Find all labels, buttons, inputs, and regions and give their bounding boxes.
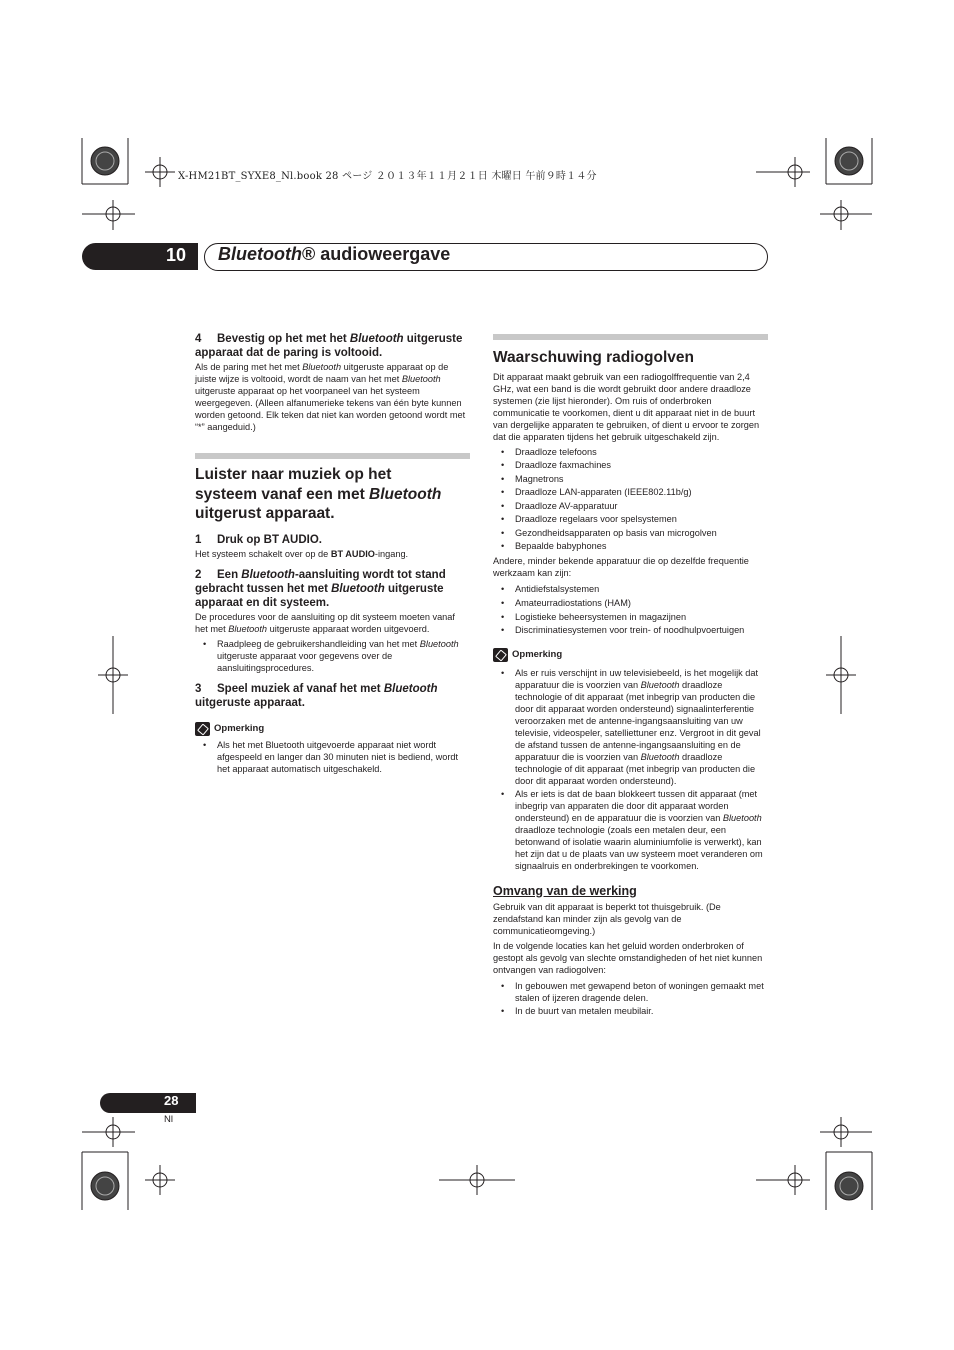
list-item: • Raadpleeg de gebruikershandleiding van het met Bluetooth uitgeruste apparaat voor gegevens over de aansluitingsprocedures.	[195, 638, 470, 674]
list-item: • Discriminatiesystemen voor trein- of noodhulpvoertuigen	[493, 624, 768, 636]
list-item: • Logistieke beheersystemen in magazijnen	[493, 610, 768, 624]
list-item: • Draadloze faxmachines	[493, 459, 768, 473]
list-item: • Gezondheidsapparaten op basis van microgolven	[493, 527, 768, 541]
list-item: • Draadloze AV-apparatuur	[493, 500, 768, 514]
other-device-list	[493, 582, 768, 636]
page-number: 28	[164, 1093, 179, 1108]
step-1-body: Het systeem schakelt over op de BT AUDIO-ingang.	[195, 548, 409, 559]
location-list	[493, 980, 768, 1017]
chapter-number: 10	[166, 245, 187, 265]
range-text-2: In de volgende locaties kan het geluid worden onderbroken of gestopt als gevolg van slechte omstandigheden of het niet kunnen ontvangen van radiogolven:	[493, 940, 763, 975]
list-item: • Magnetrons	[493, 473, 768, 487]
page-number-tab	[100, 1093, 196, 1113]
list-item: • Bepaalde babyphones	[493, 540, 768, 554]
step-4: 4 Bevestig op het met het Bluetooth uitgeruste apparaat dat de paring is voltooid.	[195, 333, 463, 359]
note-pencil-icon	[493, 648, 508, 662]
step-2-body: De procedures voor de aansluiting op dit systeem moeten vanaf het met Bluetooth uitgeruste apparaat worden uitgevoerd.	[195, 611, 455, 634]
file-header: X-HM21BT_SYXE8_Nl.book 28 ページ ２０１３年１１月２１日 木曜日 午前９時１４分	[178, 171, 597, 182]
section-heading: Luister naar muziek op het systeem vanaf een met Bluetooth uitgerust apparaat.	[195, 466, 442, 522]
list-item: • Draadloze telefoons	[493, 446, 768, 460]
section-divider	[493, 334, 768, 340]
list-item: • Als er ruis verschijnt in uw televisiebeeld, is het mogelijk dat apparatuur die is voorzien van Bluetooth draadloze technologie of dit apparaat (met inbegrip van producten die door dit apparaat worden ondersteund) signaalinterferentie veroorzaken met de antenne-ingangsaansluiting van uw televisie, videospeler, satelliettuner enz. Vergroot in dit geval de afstand tussen de antenne-ingangsaansluiting en de apparatuur die is voorzien van Bluetooth draadloze technologie of dit apparaat (met inbegrip van producten die door dit apparaat worden ondersteund).	[493, 667, 768, 787]
list-item: • Antidiefstalsystemen	[493, 582, 768, 596]
range-text-1: Gebruik van dit apparaat is beperkt tot thuisgebruik. (De zendafstand kan minder zijn als gevolg van de communicatieomgeving.)	[493, 901, 721, 936]
language-code: Nl	[164, 1114, 173, 1125]
note-header: Opmerking	[195, 722, 470, 736]
list-item: • Draadloze regelaars voor spelsystemen	[493, 513, 768, 527]
subsection-heading: Omvang van de werking	[493, 883, 637, 898]
list-item: • Als er iets is dat de baan blokkeert tussen dit apparaat (met inbegrip van apparaten die door dit apparaat worden ondersteund) en de apparatuur die is voorzien van Bluetooth draadloze technologie (zoals een metalen deur, een betonwand of isolatie waarin aluminiumfolie is verwerkt), kan het zijn dat u de plaats van uw systeem moet veranderen om signaalruis en onderbrekingen te voorkomen.	[493, 788, 768, 872]
list-item: • Als het met Bluetooth uitgevoerde apparaat niet wordt afgespeeld en langer dan 30 minuten niet is bediend, wordt het apparaat automatisch uitgeschakeld.	[195, 739, 470, 775]
step-2-list	[195, 638, 470, 674]
device-list	[493, 446, 768, 554]
note-pencil-icon	[195, 722, 210, 736]
list-item: • Draadloze LAN-apparaten (IEEE802.11b/g)	[493, 486, 768, 500]
list-item: • Amateurradiostations (HAM)	[493, 596, 768, 610]
list-item: • In de buurt van metalen meubilair.	[493, 1005, 768, 1017]
note-list	[493, 667, 768, 872]
step-4-body: Als de paring met het met Bluetooth uitgeruste apparaat op de juiste wijze is voltooid, wordt de naam van het met Bluetooth uitgeruste apparaat op het voorpaneel van het systeem weergegeven. (Alleen alfanumerieke tekens van één byte kunnen worden getoond. Elk teken dat niet kan worden getoond wordt met “*” aangeduid.)	[195, 362, 466, 432]
left-column	[195, 332, 470, 775]
section-divider	[195, 453, 470, 459]
note-header: Opmerking	[493, 648, 768, 662]
right-column	[493, 334, 768, 1017]
chapter-title: Bluetooth® audioweergave	[218, 244, 451, 264]
other-devices-text: Andere, minder bekende apparatuur die op dezelfde frequentie werkzaam kan zijn:	[493, 555, 749, 578]
step-2: 2 Een Bluetooth-aansluiting wordt tot stand gebracht tussen het met Bluetooth uitgeruste apparaat en dit systeem.	[195, 568, 446, 609]
step-1: 1 Druk op BT AUDIO.	[195, 533, 322, 546]
list-item: • In gebouwen met gewapend beton of woningen gemaakt met stalen of ijzeren dragende delen.	[493, 980, 768, 1004]
step-3: 3 Speel muziek af vanaf het met Bluetooth uitgeruste apparaat.	[195, 682, 438, 709]
note-list	[195, 739, 470, 775]
intro-text: Dit apparaat maakt gebruik van een radiogolffrequentie van 2,4 GHz, wat een band is die wordt gebruikt door andere draadloze systemen (zie lijst hieronder). Om ruis of onderbroken communicatie te voorkomen, dient u dit apparaat niet in de buurt van dergelijke apparaten te gebruiken, of dient u ervoor te zorgen dat die apparaten tijdens het gebruik uitgeschakeld zijn.	[493, 371, 760, 442]
section-heading: Waarschuwing radiogolven	[493, 349, 694, 366]
